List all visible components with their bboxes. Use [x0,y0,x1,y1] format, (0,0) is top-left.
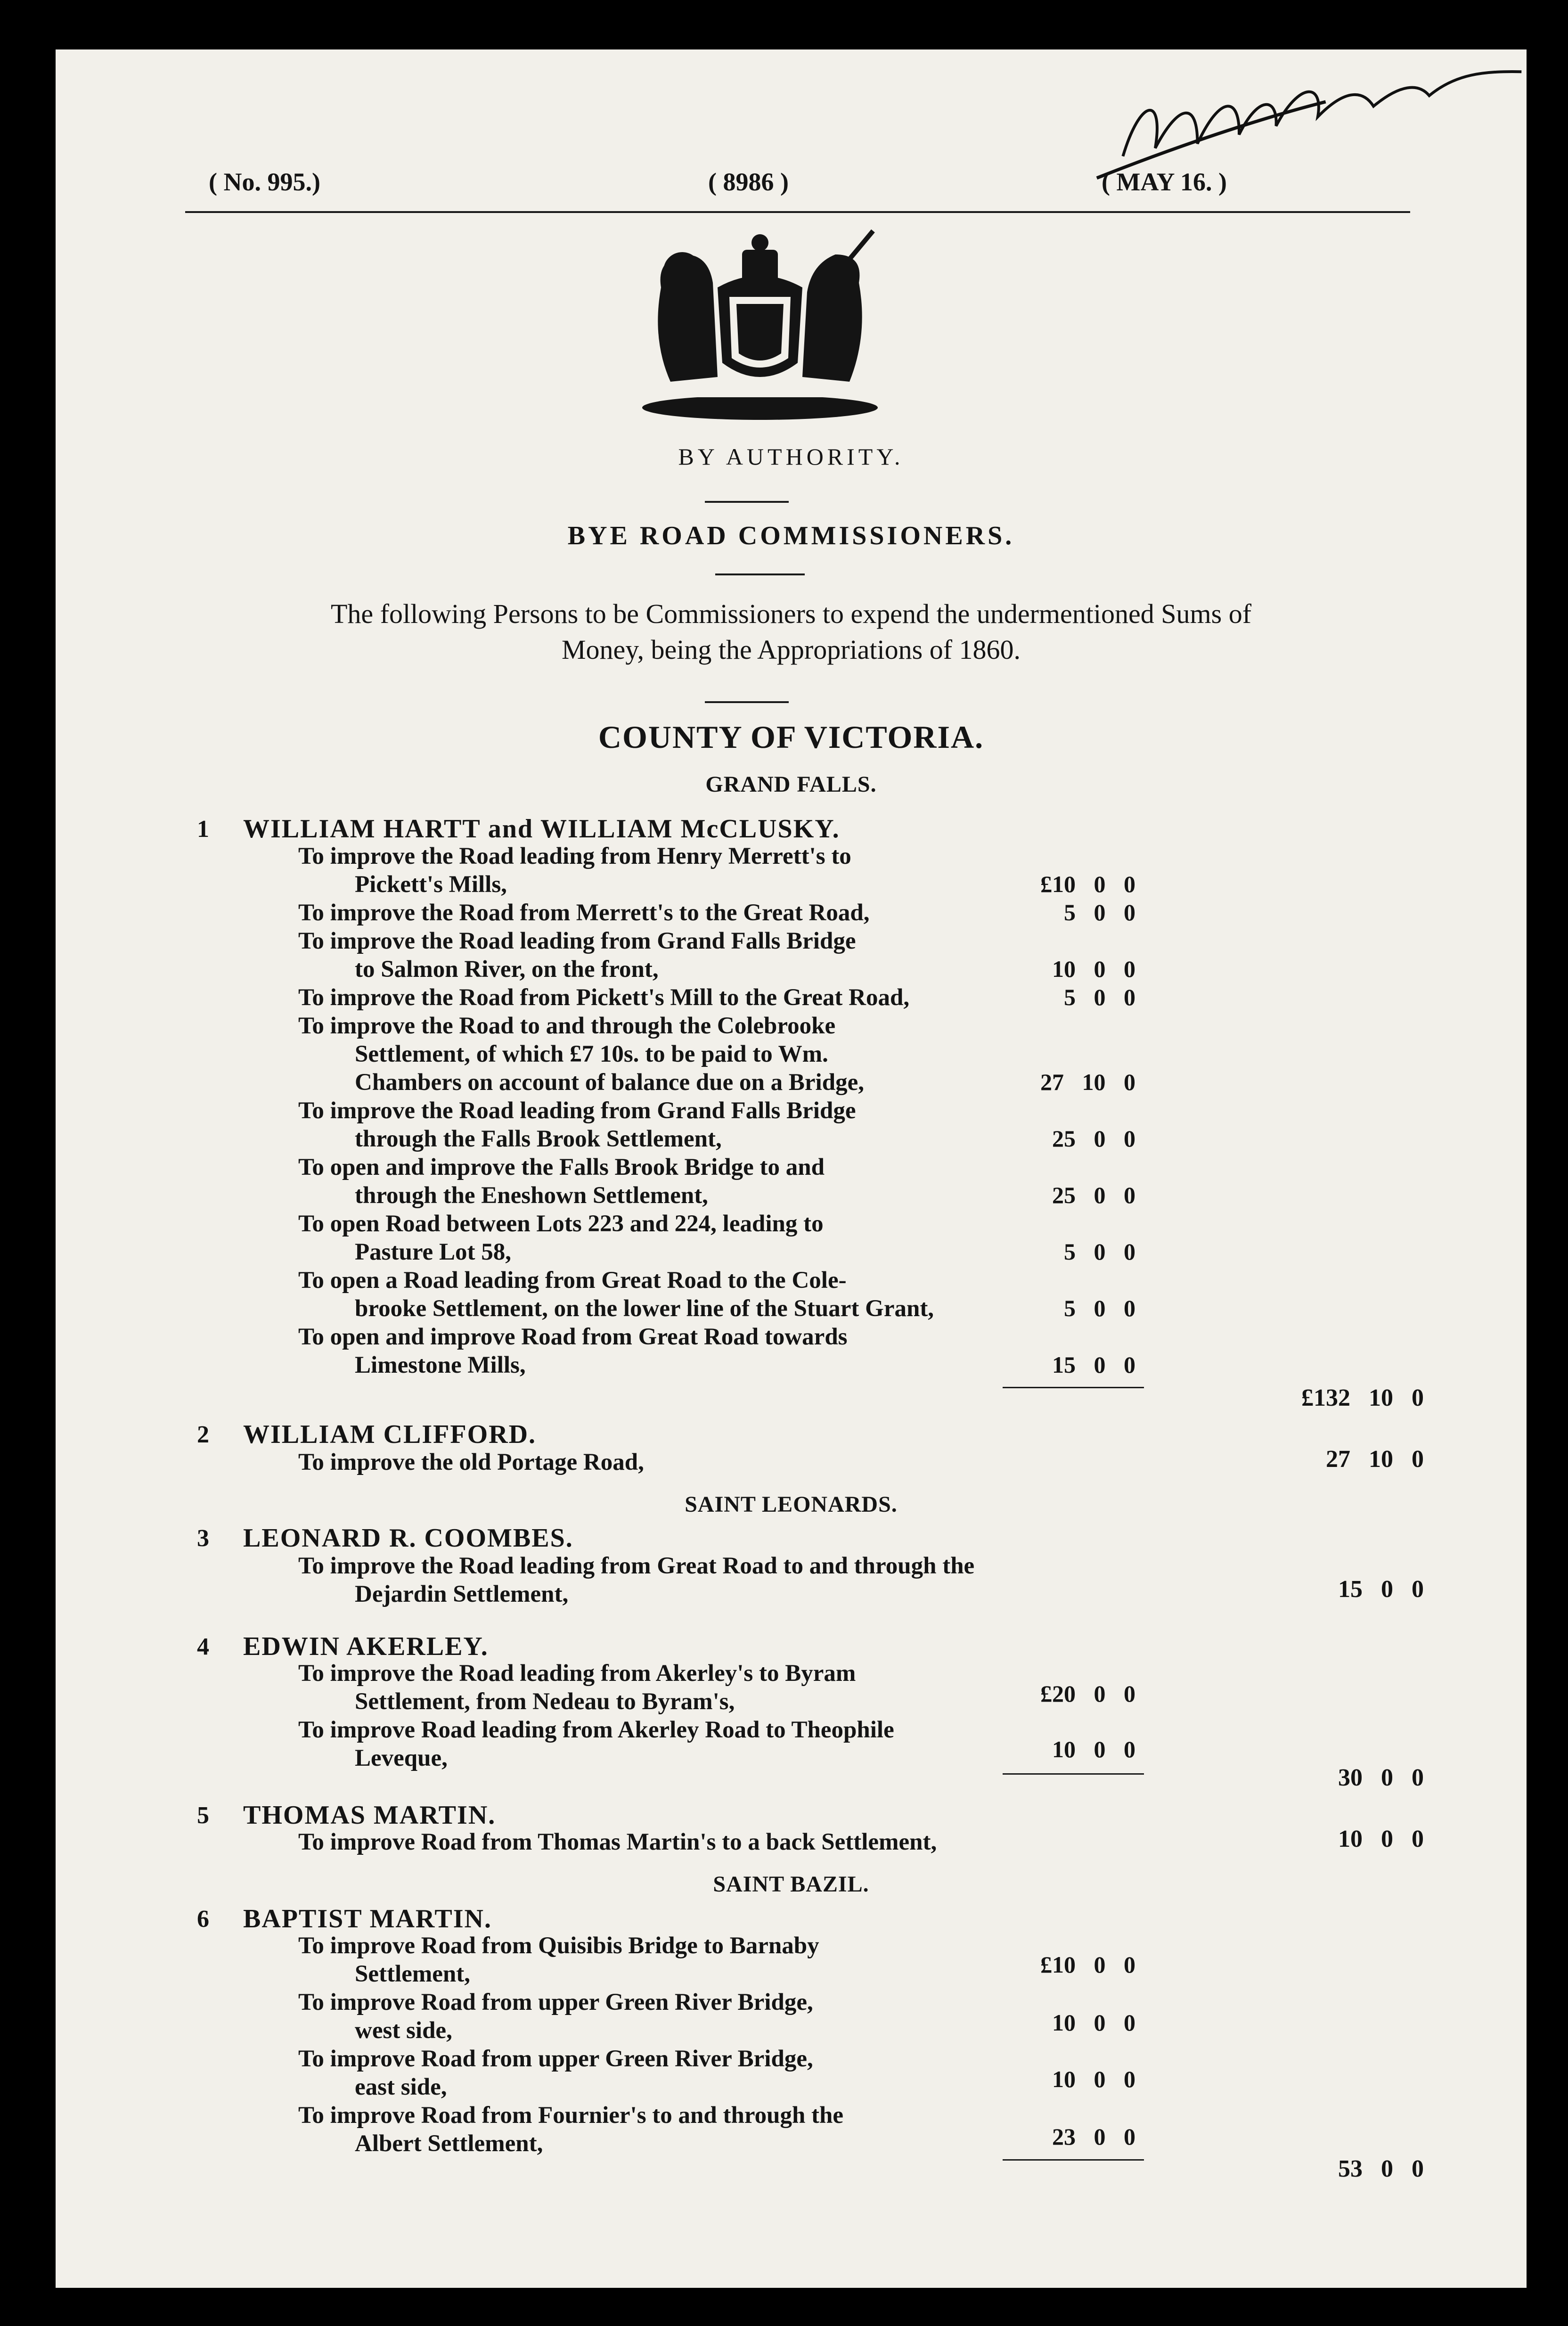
item-line: Leveque, [355,1745,448,1771]
item-amount: 5 0 0 [1064,984,1135,1010]
appropriation-item [298,1659,856,1716]
appropriation-item [298,1266,934,1323]
item-line: To open and improve Road from Great Road towards [298,1324,848,1350]
page-title: BYE ROAD COMMISSIONERS. [567,521,1015,550]
item-line: through the Falls Brook Settlement, [355,1126,722,1152]
appropriation-item [298,1552,974,1608]
subtotal-rule [1003,2159,1144,2161]
appropriation-item [298,1153,825,1210]
item-line: Settlement, from Nedeau to Byram's, [355,1688,735,1715]
page-reference: ( 8986 ) [708,168,789,196]
coat-of-arms-emblem [628,221,892,424]
item-line: To improve the Road leading from Henry Merrett's to [298,843,851,869]
item-line: Settlement, of which £7 10s. to be paid to Wm. [355,1041,828,1067]
subtotal-rule [1003,1773,1144,1775]
item-line: To improve the Road to and through the Colebrooke [298,1013,836,1039]
item-amount: 27 10 0 [1040,1069,1135,1095]
entry-number: 3 [197,1525,209,1552]
item-amount: 25 0 0 [1052,1182,1135,1208]
document-page [56,49,1527,2288]
appropriation-item [298,1448,644,1476]
rule-under-authority [705,501,789,503]
item-line: To improve Road from upper Green River Bridge, [298,2046,813,2072]
item-line: To improve the Road leading from Great Road to and through the [298,1553,975,1579]
item-line: To open a Road leading from Great Road to the Cole- [298,1267,847,1294]
item-line: To improve Road from Fournier's to and through the [298,2102,844,2129]
rule-under-intro [705,701,789,703]
item-amount: 5 0 0 [1064,1295,1135,1321]
appropriation-item [298,1210,824,1266]
item-line: To improve Road from Thomas Martin's to a back Settlement, [298,1829,937,1855]
district-heading-saint-bazil: SAINT BAZIL. [713,1872,869,1897]
intro-line-2: Money, being the Appropriations of 1860. [561,634,1021,665]
item-amount: 5 0 0 [1064,899,1135,925]
commissioner-name: THOMAS MARTIN. [243,1801,496,1830]
item-amount: £10 0 0 [1040,871,1135,897]
appropriation-item [298,1932,819,1988]
appropriation-item [298,927,856,983]
item-line: To improve the Road leading from Grand Falls Bridge [298,1097,856,1124]
item-line: through the Eneshown Settlement, [355,1182,708,1209]
item-amount: 23 0 0 [1052,2123,1135,2150]
entry-number: 6 [197,1906,209,1933]
commissioner-name: EDWIN AKERLEY. [243,1632,489,1661]
item-line: To improve the old Portage Road, [298,1449,644,1475]
entry-total: 10 0 0 [1338,1826,1424,1852]
appropriation-item [298,1828,937,1856]
item-amount: 15 0 0 [1052,1351,1135,1378]
item-amount: 10 0 0 [1052,956,1135,982]
item-line: to Salmon River, on the front, [355,956,659,983]
subtotal-rule [1003,1387,1144,1388]
header-rule [185,211,1410,213]
by-authority-heading: BY AUTHORITY. [678,443,904,470]
item-amount: 25 0 0 [1052,1125,1135,1152]
appropriation-item [298,899,869,927]
commissioner-name: WILLIAM CLIFFORD. [243,1420,537,1449]
item-line: To open Road between Lots 223 and 224, leading to [298,1211,824,1237]
commissioner-name: BAPTIST MARTIN. [243,1904,492,1933]
item-line: To improve the Road from Pickett's Mill to the Great Road, [298,984,910,1011]
entry-number: 5 [197,1802,209,1829]
item-line: west side, [355,2017,452,2044]
item-line: To improve the Road leading from Akerley's to Byram [298,1660,856,1687]
item-amount: 10 0 0 [1052,1736,1135,1762]
appropriation-item [298,1323,848,1379]
district-heading-grand-falls: GRAND FALLS. [705,772,877,797]
item-line: Chambers on account of balance due on a Bridge, [355,1069,864,1096]
item-amount: 10 0 0 [1052,2066,1135,2092]
item-amount: 10 0 0 [1052,2009,1135,2036]
appropriation-item [298,2045,813,2101]
item-line: east side, [355,2074,447,2100]
entry-number: 1 [197,816,209,843]
item-line: Pickett's Mills, [355,871,507,898]
entry-total: 53 0 0 [1338,2155,1424,2182]
entry-number: 2 [197,1421,209,1448]
item-line: Settlement, [355,1961,470,1987]
appropriation-item [298,1988,813,2045]
notice-date: ( MAY 16. ) [1102,168,1227,196]
appropriation-item [298,1716,894,1772]
appropriation-item [298,2101,843,2158]
item-line: To improve the Road leading from Grand Falls Bridge [298,928,856,954]
item-amount: 5 0 0 [1064,1238,1135,1265]
appropriation-item [298,1097,856,1153]
entry-number: 4 [197,1633,209,1660]
rule-under-title [715,573,805,575]
intro-line-1: The following Persons to be Commissioners to expend the undermentioned Sums of [330,598,1252,629]
county-heading: COUNTY OF VICTORIA. [598,719,984,755]
appropriation-item [298,842,851,899]
commissioner-name: WILLIAM HARTT and WILLIAM McCLUSKY. [243,814,840,844]
entry-total: 27 10 0 [1326,1446,1424,1473]
item-line: To improve Road from upper Green River Bridge, [298,1989,813,2015]
item-line: Pasture Lot 58, [355,1239,511,1265]
entry-total: 30 0 0 [1338,1764,1424,1791]
item-line: To improve Road from Quisibis Bridge to Barnaby [298,1933,819,1959]
entry-total: £132 10 0 [1301,1384,1424,1411]
item-line: To improve the Road from Merrett's to the Great Road, [298,900,870,926]
item-line: Dejardin Settlement, [355,1581,569,1607]
item-amount: £10 0 0 [1040,1951,1135,1978]
appropriation-item [298,983,909,1012]
item-amount: £20 0 0 [1040,1680,1135,1707]
item-line: Albert Settlement, [355,2130,543,2157]
item-line: brooke Settlement, on the lower line of the Stuart Grant, [355,1295,934,1322]
item-line: Limestone Mills, [355,1352,526,1378]
commissioner-name: LEONARD R. COOMBES. [243,1523,573,1553]
royal-coat-of-arms [628,221,892,426]
appropriation-item [298,1012,864,1097]
item-line: To improve Road leading from Akerley Road to Theophile [298,1717,894,1743]
district-heading-saint-leonards: SAINT LEONARDS. [685,1492,898,1517]
notice-number: ( No. 995.) [209,168,320,196]
entry-total: 15 0 0 [1338,1576,1424,1603]
item-line: To open and improve the Falls Brook Bridge to and [298,1154,825,1180]
